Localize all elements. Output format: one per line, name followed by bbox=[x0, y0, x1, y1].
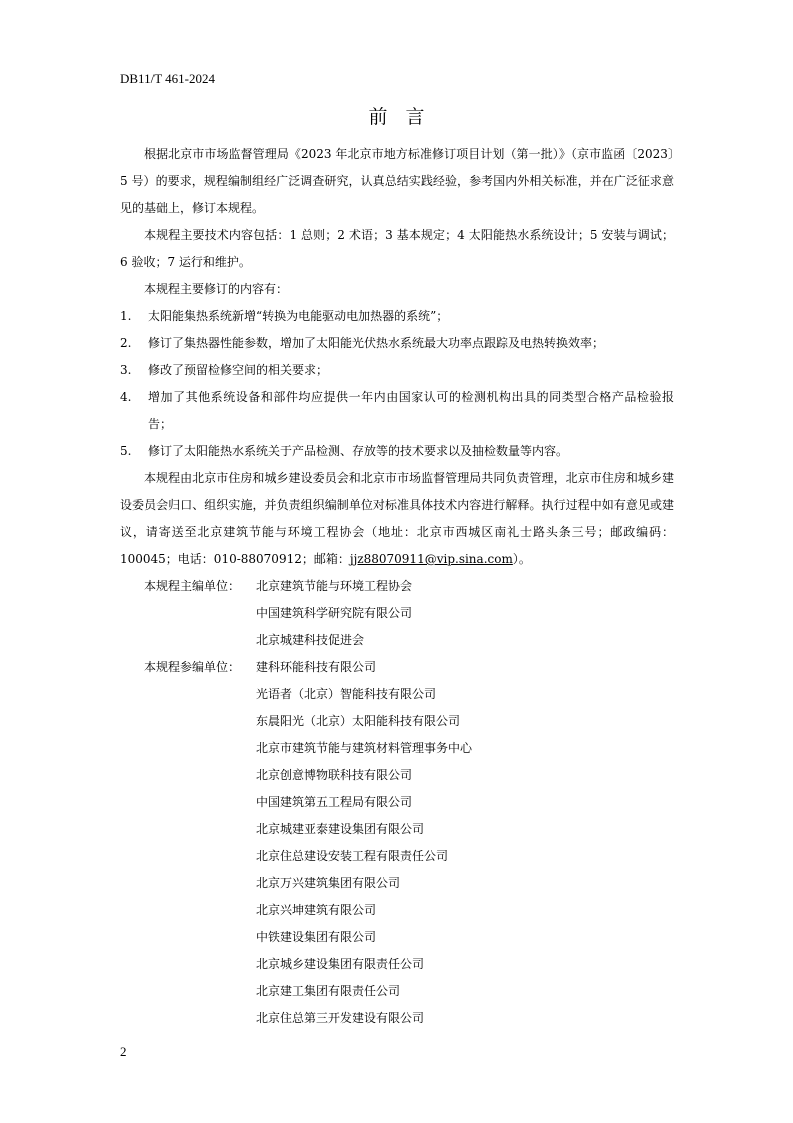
participating-unit-row bbox=[120, 816, 674, 843]
standard-code: DB11/T 461-2024 bbox=[120, 71, 215, 86]
participating-unit-row bbox=[120, 897, 674, 924]
paragraph-revisions-intro: 本规程主要修订的内容有： bbox=[144, 282, 289, 296]
list-item-number: 2. bbox=[120, 336, 132, 350]
participating-unit-row bbox=[120, 1005, 674, 1032]
participating-unit-row bbox=[120, 681, 674, 708]
participating-unit-row bbox=[120, 843, 674, 870]
list-item-number: 1. bbox=[120, 309, 132, 323]
list-item bbox=[120, 384, 674, 438]
preface-body bbox=[120, 141, 674, 1032]
org-name: 北京建筑节能与环境工程协会 bbox=[256, 579, 413, 593]
org-name: 建科环能科技有限公司 bbox=[256, 660, 377, 674]
org-name: 东晨阳光（北京）太阳能科技有限公司 bbox=[256, 714, 461, 728]
chief-unit-row bbox=[120, 573, 674, 600]
list-item bbox=[120, 330, 674, 357]
chief-units-label: 本规程主编单位： bbox=[144, 579, 241, 593]
participating-unit-row bbox=[120, 654, 674, 681]
chief-units bbox=[120, 573, 674, 654]
org-name: 北京城乡建设集团有限责任公司 bbox=[256, 957, 425, 971]
participating-unit-row bbox=[120, 735, 674, 762]
list-item-text: 太阳能集热系统新增“转换为电能驱动电加热器的系统”； bbox=[148, 309, 449, 323]
org-name: 北京兴坤建筑有限公司 bbox=[256, 903, 377, 917]
list-item-text: 修订了集热器性能参数，增加了太阳能光伏热水系统最大功率点跟踪及电热转换效率； bbox=[148, 336, 605, 350]
list-item-number: 4. bbox=[120, 390, 132, 404]
management-text-end: ）。 bbox=[512, 552, 531, 566]
participating-unit-row bbox=[120, 789, 674, 816]
list-item-number: 5. bbox=[120, 444, 132, 458]
chief-unit-row bbox=[120, 627, 674, 654]
participating-units-label: 本规程参编单位： bbox=[144, 660, 241, 674]
email-link[interactable]: jjz88070911@vip.sina.com bbox=[349, 552, 513, 566]
list-item bbox=[120, 438, 674, 465]
list-item bbox=[120, 357, 674, 384]
org-name: 北京创意博物联科技有限公司 bbox=[256, 768, 413, 782]
org-name: 北京万兴建筑集团有限公司 bbox=[256, 876, 401, 890]
org-name: 北京市建筑节能与建筑材料管理事务中心 bbox=[256, 741, 473, 755]
org-name: 北京建工集团有限责任公司 bbox=[256, 984, 401, 998]
org-name: 北京城建科技促进会 bbox=[256, 633, 365, 647]
list-item-text: 修改了预留检修空间的相关要求； bbox=[148, 363, 329, 377]
participating-unit-row bbox=[120, 708, 674, 735]
page-number: 2 bbox=[120, 1044, 127, 1059]
participating-unit-row bbox=[120, 924, 674, 951]
org-name: 光语者（北京）智能科技有限公司 bbox=[256, 687, 437, 701]
participating-unit-row bbox=[120, 870, 674, 897]
list-item-text: 增加了其他系统设备和部件均应提供一年内由国家认可的检测机构出具的同类型合格产品检验报告； bbox=[148, 390, 674, 431]
management-text: 本规程由北京市住房和城乡建设委员会和北京市市场监督管理局共同负责管理，北京市住房和城乡建设委员会归口、组织实施，并负责组织编制单位对标准具体技术内容进行解释。执行过程中如有意见或建议，请寄送至北京建筑节能与环境工程协会（地址：北京市西城区南礼士路头条三号；邮政编码：100045；电话：010-88070912；邮箱： bbox=[120, 471, 674, 566]
list-item bbox=[120, 303, 674, 330]
participating-unit-row bbox=[120, 951, 674, 978]
org-name: 中国建筑科学研究院有限公司 bbox=[256, 606, 413, 620]
paragraph-contents: 本规程主要技术内容包括：1 总则；2 术语；3 基本规定；4 太阳能热水系统设计；5 安装与调试；6 验收；7 运行和维护。 bbox=[120, 228, 674, 269]
participating-unit-row bbox=[120, 978, 674, 1005]
org-name: 北京住总第三开发建设有限公司 bbox=[256, 1011, 425, 1025]
org-name: 北京住总建设安装工程有限责任公司 bbox=[256, 849, 449, 863]
page-title: 前言 bbox=[368, 106, 443, 128]
participating-unit-row bbox=[120, 762, 674, 789]
org-name: 中国建筑第五工程局有限公司 bbox=[256, 795, 413, 809]
chief-unit-row bbox=[120, 600, 674, 627]
participating-units bbox=[120, 654, 674, 1032]
revision-list bbox=[120, 303, 674, 465]
paragraph-basis: 根据北京市市场监督管理局《2023 年北京市地方标准修订项目计划（第一批）》（京市监函〔2023〕5 号）的要求，规程编制组经广泛调查研究，认真总结实践经验，参考国内外相关标准，并在广泛征求意见的基础上，修订本规程。 bbox=[120, 147, 674, 215]
list-item-number: 3. bbox=[120, 363, 132, 377]
org-name: 中铁建设集团有限公司 bbox=[256, 930, 377, 944]
org-name: 北京城建亚泰建设集团有限公司 bbox=[256, 822, 425, 836]
list-item-text: 修订了太阳能热水系统关于产品检测、存放等的技术要求以及抽检数量等内容。 bbox=[148, 444, 569, 458]
paragraph-management bbox=[120, 465, 674, 573]
